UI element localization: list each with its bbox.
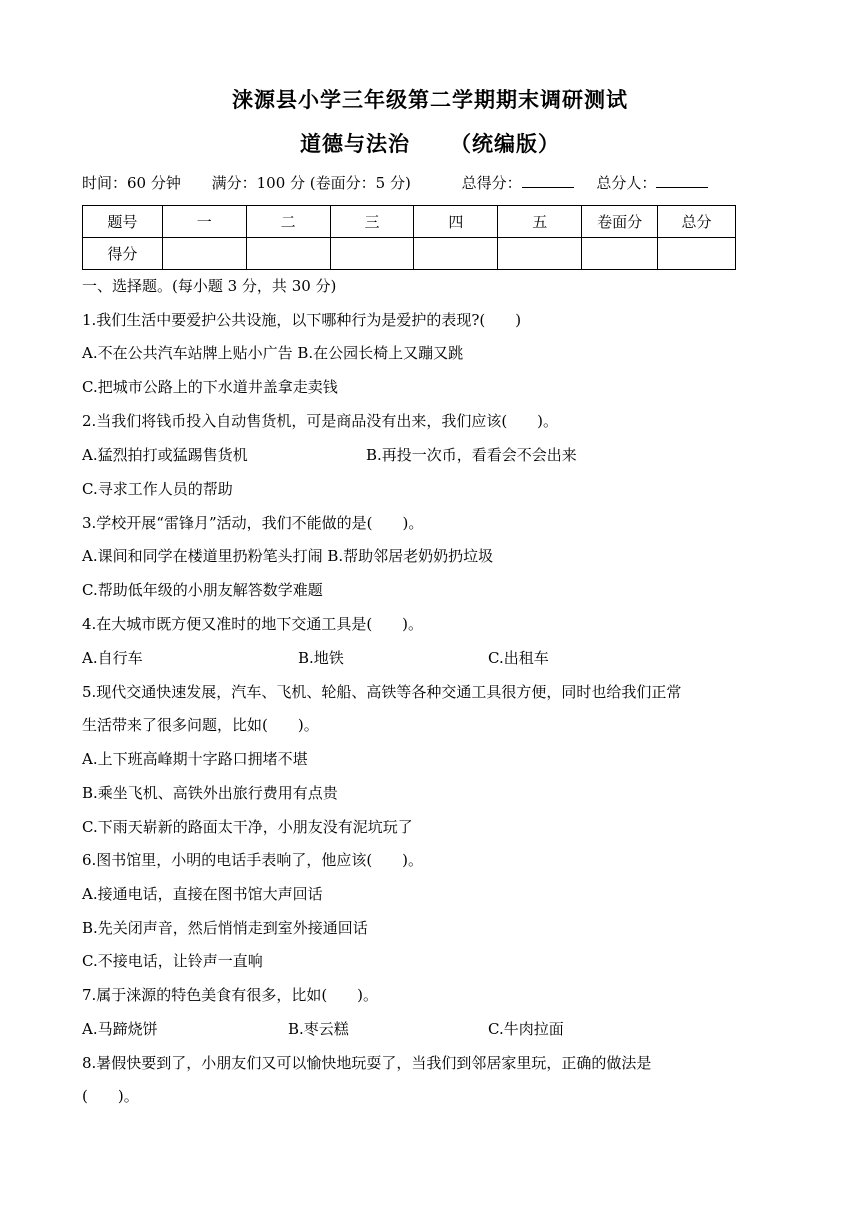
score-input-cell[interactable] (162, 238, 246, 270)
score-input-cell[interactable] (246, 238, 330, 270)
question-6-option-c: C.不接电话，让铃声一直响 (82, 952, 263, 970)
score-header-cell: 三 (330, 206, 414, 238)
question-1-stem: 1.我们生活中要爱护公共设施，以下哪种行为是爱护的表现?( ) (82, 311, 522, 329)
question-8-stem-line2: ( )。 (82, 1087, 139, 1105)
total-score-label: 总得分： (461, 174, 522, 192)
exam-title: 涞源县小学三年级第二学期期末调研测试 (232, 88, 628, 112)
score-header-cell: 总分 (658, 206, 736, 238)
question-4-option-b: B.地铁 (298, 649, 344, 667)
score-header-cell: 一 (162, 206, 246, 238)
question-7-option-a: A.马蹄烧饼 (82, 1020, 158, 1038)
score-input-cell[interactable] (658, 238, 736, 270)
question-6-stem: 6.图书馆里，小明的电话手表响了，他应该( )。 (82, 851, 424, 869)
question-7-option-c: C.牛肉拉面 (488, 1020, 564, 1038)
score-header-cell: 五 (498, 206, 582, 238)
question-6-option-a: A.接通电话，直接在图书馆大声回话 (82, 885, 323, 903)
question-2-options-ab (82, 444, 782, 466)
question-4-option-a: A.自行车 (82, 649, 143, 667)
scorer-blank[interactable] (656, 173, 708, 188)
score-header-cell: 题号 (83, 206, 163, 238)
exam-subject-line (0, 128, 860, 158)
score-input-cell[interactable] (498, 238, 582, 270)
scorer-label: 总分人： (596, 174, 657, 192)
question-5-stem-line2: 生活带来了很多问题，比如( )。 (82, 716, 319, 734)
exam-info-line (82, 172, 782, 193)
question-3-options-ab: A.课间和同学在楼道里扔粉笔头打闹 B.帮助邻居老奶奶扔垃圾 (82, 547, 494, 565)
score-input-cell[interactable] (582, 238, 658, 270)
question-3-option-c: C.帮助低年级的小朋友解答数学难题 (82, 581, 323, 599)
question-2-option-a: A.猛烈拍打或猛踢售货机 (82, 446, 248, 464)
question-2-stem: 2.当我们将钱币投入自动售货机，可是商品没有出来，我们应该( )。 (82, 412, 559, 430)
question-5-option-b: B.乘坐飞机、高铁外出旅行费用有点贵 (82, 784, 338, 802)
question-2-option-c: C.寻求工作人员的帮助 (82, 480, 233, 498)
question-5-option-a: A.上下班高峰期十字路口拥堵不堪 (82, 750, 308, 768)
total-score-blank[interactable] (522, 173, 574, 188)
question-6-option-b: B.先关闭声音，然后悄悄走到室外接通回话 (82, 919, 368, 937)
score-table-score-row (83, 238, 736, 270)
question-5-option-c: C.下雨天崭新的路面太干净，小朋友没有泥坑玩了 (82, 818, 413, 836)
question-7-option-b: B.枣云糕 (288, 1020, 349, 1038)
question-7-options (82, 1018, 782, 1040)
question-1-options-ab: A.不在公共汽车站牌上贴小广告 B.在公园长椅上又蹦又跳 (82, 344, 464, 362)
section-heading: 一、选择题。(每小题 3 分，共 30 分) (82, 277, 337, 295)
score-input-cell[interactable] (330, 238, 414, 270)
subject-name: 道德与法治 (300, 132, 410, 156)
time-label: 时间：60 分钟 (82, 174, 181, 192)
question-8-stem-line1: 8.暑假快要到了，小朋友们又可以愉快地玩耍了，当我们到邻居家里玩，正确的做法是 (82, 1054, 652, 1072)
score-table-header-row (83, 206, 736, 238)
question-4-option-c: C.出租车 (488, 649, 549, 667)
question-3-stem: 3.学校开展“雷锋月”活动，我们不能做的是( )。 (82, 514, 424, 532)
question-1-option-c: C.把城市公路上的下水道井盖拿走卖钱 (82, 378, 338, 396)
question-4-options (82, 647, 782, 669)
question-7-stem: 7.属于涞源的特色美食有很多，比如( )。 (82, 986, 379, 1004)
score-input-cell[interactable] (414, 238, 498, 270)
score-header-cell: 二 (246, 206, 330, 238)
question-2-option-b: B.再投一次币，看看会不会出来 (366, 446, 577, 464)
edition-label: （统编版） (450, 132, 560, 156)
score-header-cell: 卷面分 (582, 206, 658, 238)
question-4-stem: 4.在大城市既方便又准时的地下交通工具是( )。 (82, 615, 424, 633)
score-row-label: 得分 (83, 238, 163, 270)
question-5-stem-line1: 5.现代交通快速发展，汽车、飞机、轮船、高铁等各种交通工具很方便，同时也给我们正常 (82, 683, 682, 701)
score-table (82, 205, 736, 270)
score-header-cell: 四 (414, 206, 498, 238)
full-score-label: 满分：100 分 (卷面分：5 分) (211, 174, 411, 192)
